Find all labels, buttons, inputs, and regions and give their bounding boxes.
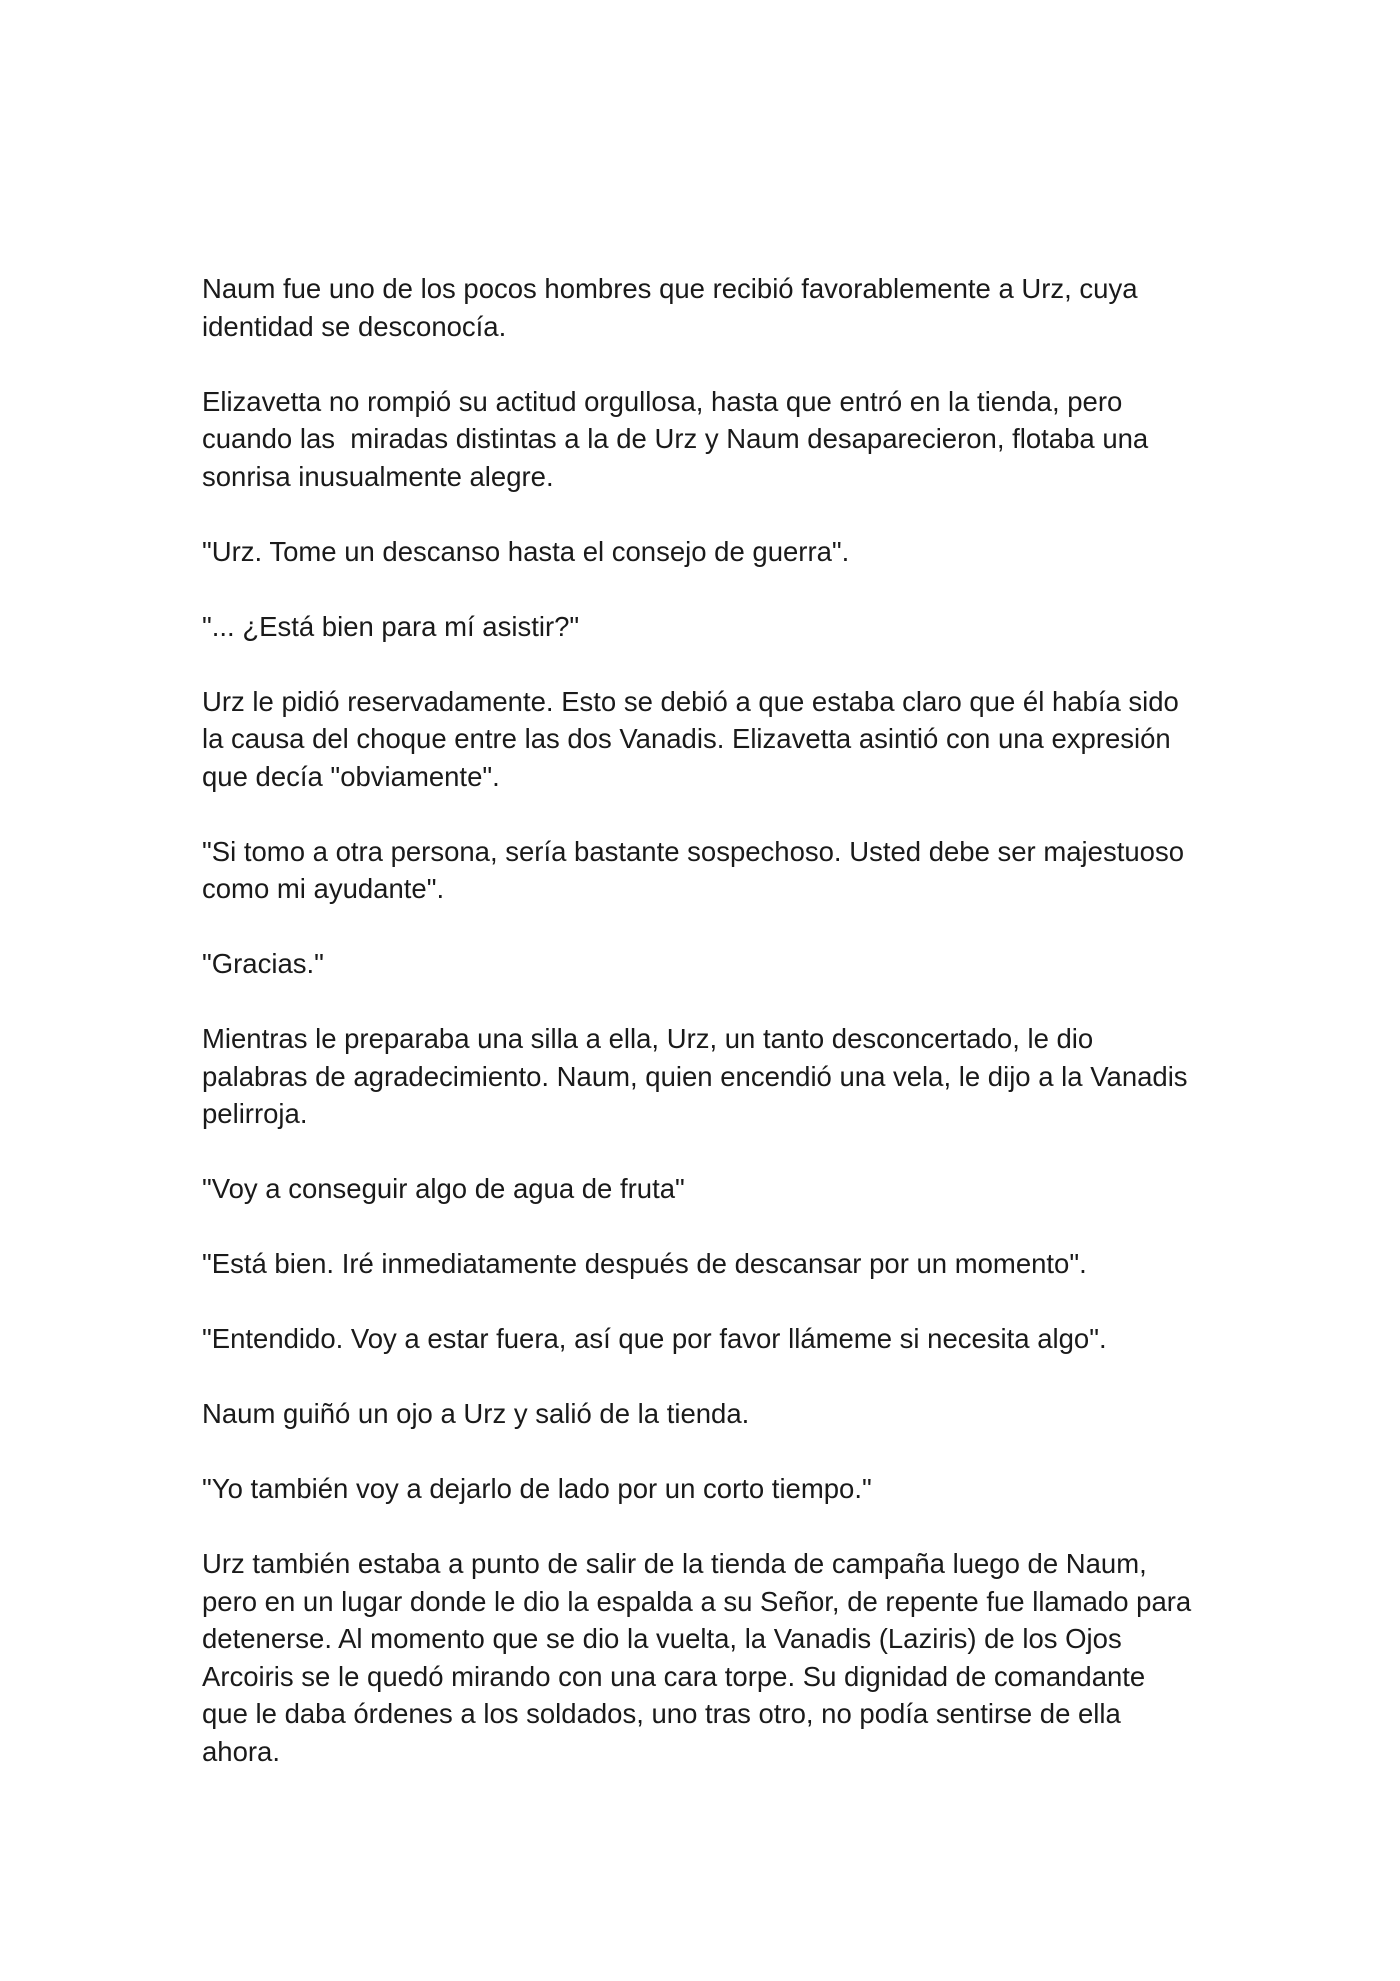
paragraph: "Yo también voy a dejarlo de lado por un corto tiempo." [202,1473,872,1504]
document-body [202,270,1212,1808]
paragraph: Naum fue uno de los pocos hombres que recibió favorablemente a Urz, cuya identidad se desconocía. [202,273,1138,342]
paragraph: "Entendido. Voy a estar fuera, así que por favor llámeme si necesita algo". [202,1323,1107,1354]
paragraph: Urz también estaba a punto de salir de la tienda de campaña luego de Naum, pero en un lugar donde le dio la espalda a su Señor, de repente fue llamado para detenerse. Al momento que se dio la vuelta, la Vanadis (Laziris) de los Ojos Arcoiris se le quedó mirando con una cara torpe. Su dignidad de comandante que le daba órdenes a los soldados, uno tras otro, no podía sentirse de ella ahora. [202,1548,1192,1767]
paragraph: Elizavetta no rompió su actitud orgullosa, hasta que entró en la tienda, pero cuando las miradas distintas a la de Urz y Naum desaparecieron, flotaba una sonrisa inusualmente alegre. [202,385,1149,492]
paragraph: "... ¿Está bien para mí asistir?" [202,610,580,642]
paragraph: "Voy a conseguir algo de agua de fruta" [202,1173,685,1204]
paragraph: "Está bien. Iré inmediatamente después de descansar por un momento". [202,1248,1087,1279]
paragraph: "Urz. Tome un descanso hasta el consejo de guerra". [202,535,850,567]
paragraph: Mientras le preparaba una silla a ella, Urz, un tanto desconcertado, le dio palabras de agradecimiento. Naum, quien encendió una vela, le dijo a la Vanadis pelirroja. [202,1023,1188,1129]
paragraph: Naum guiñó un ojo a Urz y salió de la tienda. [202,1398,750,1429]
paragraph: "Si tomo a otra persona, sería bastante sospechoso. Usted debe ser majestuoso como mi ayudante". [202,835,1184,904]
paragraph: Urz le pidió reservadamente. Esto se debió a que estaba claro que él había sido la causa del choque entre las dos Vanadis. Elizavetta asintió con una expresión que decía "obviamente". [202,685,1179,792]
paragraph: "Gracias." [202,948,324,979]
